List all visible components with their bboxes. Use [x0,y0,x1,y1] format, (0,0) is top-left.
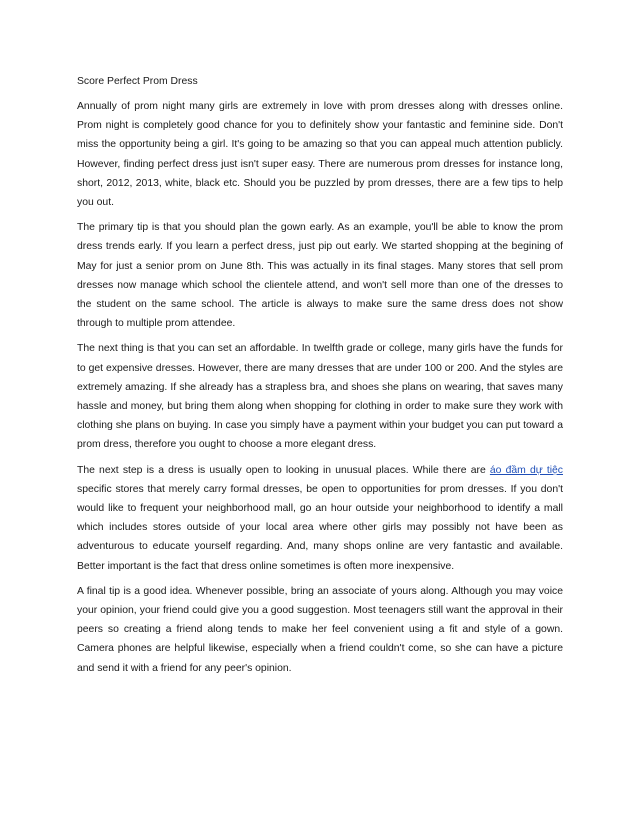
paragraph-text-after-link: specific stores that merely carry formal dresses, be open to opportunities for prom dresses. If you don't would like to frequent your neighborhood mall, go an hour outside your neighborhood to identify a mall which includes stores outside of your local area where other girls may possibly not have been as adventurous to educate yourself regarding. And, many shops online are very fantastic and available. Better important is the fact that dress online sometimes is often more inexpensive. [77,483,563,572]
paragraph-intro: Annually of prom night many girls are extremely in love with prom dresses along with dresses online. Prom night is completely good chance for you to definitely show your fantastic and feminine side. Don't miss the opportunity being a girl. It's going to be amazing so that you can appeal much attention publicly. However, finding perfect dress just isn't super easy. There are numerous prom dresses for instance long, short, 2012, 2013, white, black etc. Should you be puzzled by prom dresses, there are a few tips to help you out. [77,101,563,209]
paragraph-text-before-link: The next step is a dress is usually open to looking in unusual places. While there are [77,464,490,476]
paragraph-plan-early: The primary tip is that you should plan the gown early. As an example, you'll be able to know the prom dress trends early. If you learn a perfect dress, just pip out early. We started shopping at the begining of May for just a senior prom on June 8th. This was actually in its final stages. Many stores that sell prom dresses now manage which school the clientele attend, and won't sell more than one of the dresses to the student on the same school. The article is always to make sure the same dress does not show through to multiple prom attendee. [77,222,563,330]
paragraph-budget: The next thing is that you can set an affordable. In twelfth grade or college, many girls have the funds for to get expensive dresses. However, there are many dresses that are under 100 or 200. And the styles are extremely amazing. If she already has a strapless bra, and shoes she plans on wearing, that saves many hassle and money, but bring them along when shopping for clothing in order to make sure they work with clothing she plans on buying. In case you simply have a payment within your budget you can put toward a prom dress, therefore you ought to choose a more elegant dress. [77,343,563,451]
paragraph-final-tip: A final tip is a good idea. Whenever possible, bring an associate of yours along. Although you may voice your opinion, your friend could give you a good suggestion. Most teenagers still want the approval in their peers so creating a friend along tends to make her feel convenient using a fit and style of a gown. Camera phones are helpful likewise, especially when a friend couldn't come, so she can have a picture and send it with a friend for any peer's opinion. [77,585,563,674]
document-title: Score Perfect Prom Dress [77,76,198,87]
dress-link[interactable]: áo đầm dự tiệc [489,464,563,476]
document-page [77,72,563,684]
paragraph-unusual-places [77,461,563,576]
